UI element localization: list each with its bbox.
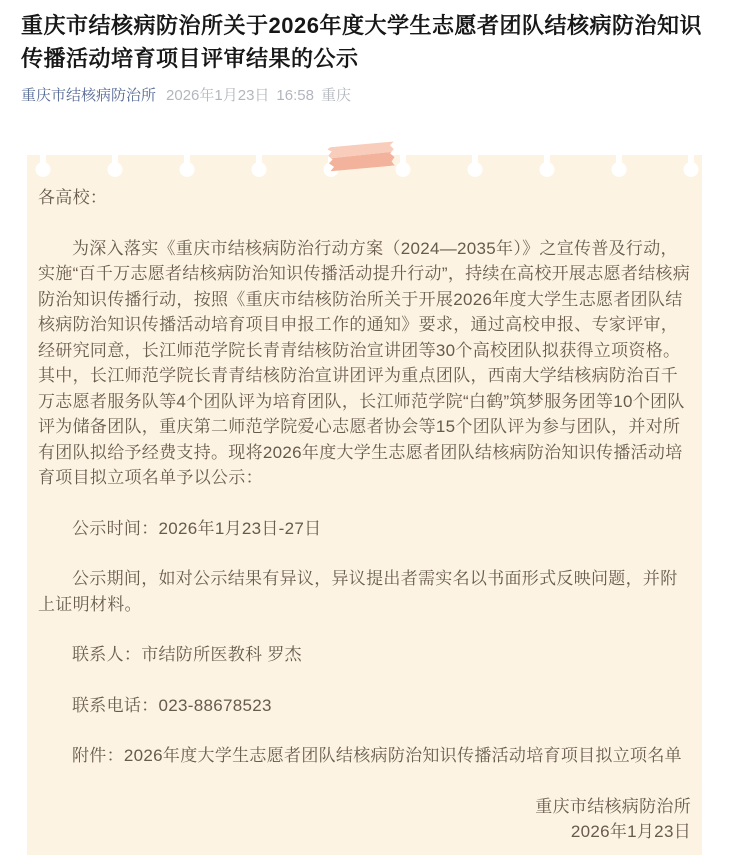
publicity-period: 公示时间：2026年1月23日-27日 xyxy=(72,518,322,538)
signature-org: 重庆市结核病防治所 xyxy=(535,796,691,816)
article-title: 重庆市结核病防治所关于2026年度大学生志愿者团队结核病防治知识传播活动培育项目评审结果的公示 xyxy=(21,13,702,71)
notice-content xyxy=(27,155,702,845)
account-name-link[interactable]: 重庆市结核病防治所 xyxy=(21,87,157,104)
objection-instructions: 公示期间，如对公示结果有异议，异议提出者需实名以书面形式反映问题，并附上证明材料。 xyxy=(38,569,678,614)
article xyxy=(0,9,734,855)
salutation: 各高校： xyxy=(38,188,108,207)
publish-time: 16:58 xyxy=(276,87,314,104)
notice-card xyxy=(27,155,702,855)
signature-date: 2026年1月23日 xyxy=(570,822,691,841)
publish-location: 重庆 xyxy=(320,87,351,104)
attachment-line: 附件：2026年度大学生志愿者团队结核病防治知识传播活动培育项目拟立项名单 xyxy=(72,746,682,765)
notice-paragraph-main: 为深入落实《重庆市结核病防治行动方案（2024—2035年）》之宣传普及行动，实施“百千万志愿者结核病防治知识传播活动提升行动”，持续在高校开展志愿者结核病防治知识传播行动，按照《重庆市结核防治所关于开展2026年度大学生志愿者团队结核病防治知识传播活动培育项目申报工作的通知》要求，通过高校申报、专家评审，经研究同意，长江师范学院长青青结核防治宣讲团等30个高校团队拟获得立项资格。其中，长江师范学院长青青结核防治宣讲团评为重点团队，西南大学结核病防治百千万志愿者服务队等4个团队评为培育团队，长江师范学院“白鹤”筑梦服务团等10个团队评为储备团队，重庆第二师范学院爱心志愿者协会等15个团队评为参与团队，并对所有团队拟给予经费支持。现将2026年度大学生志愿者团队结核病防治知识传播活动培育项目拟立项名单予以公示： xyxy=(38,238,691,487)
article-meta xyxy=(21,86,713,106)
contact-person: 联系人：市结防所医教科 罗杰 xyxy=(72,645,302,664)
publish-date: 2026年1月23日 xyxy=(166,87,270,104)
contact-phone: 联系电话：023-88678523 xyxy=(72,695,272,715)
